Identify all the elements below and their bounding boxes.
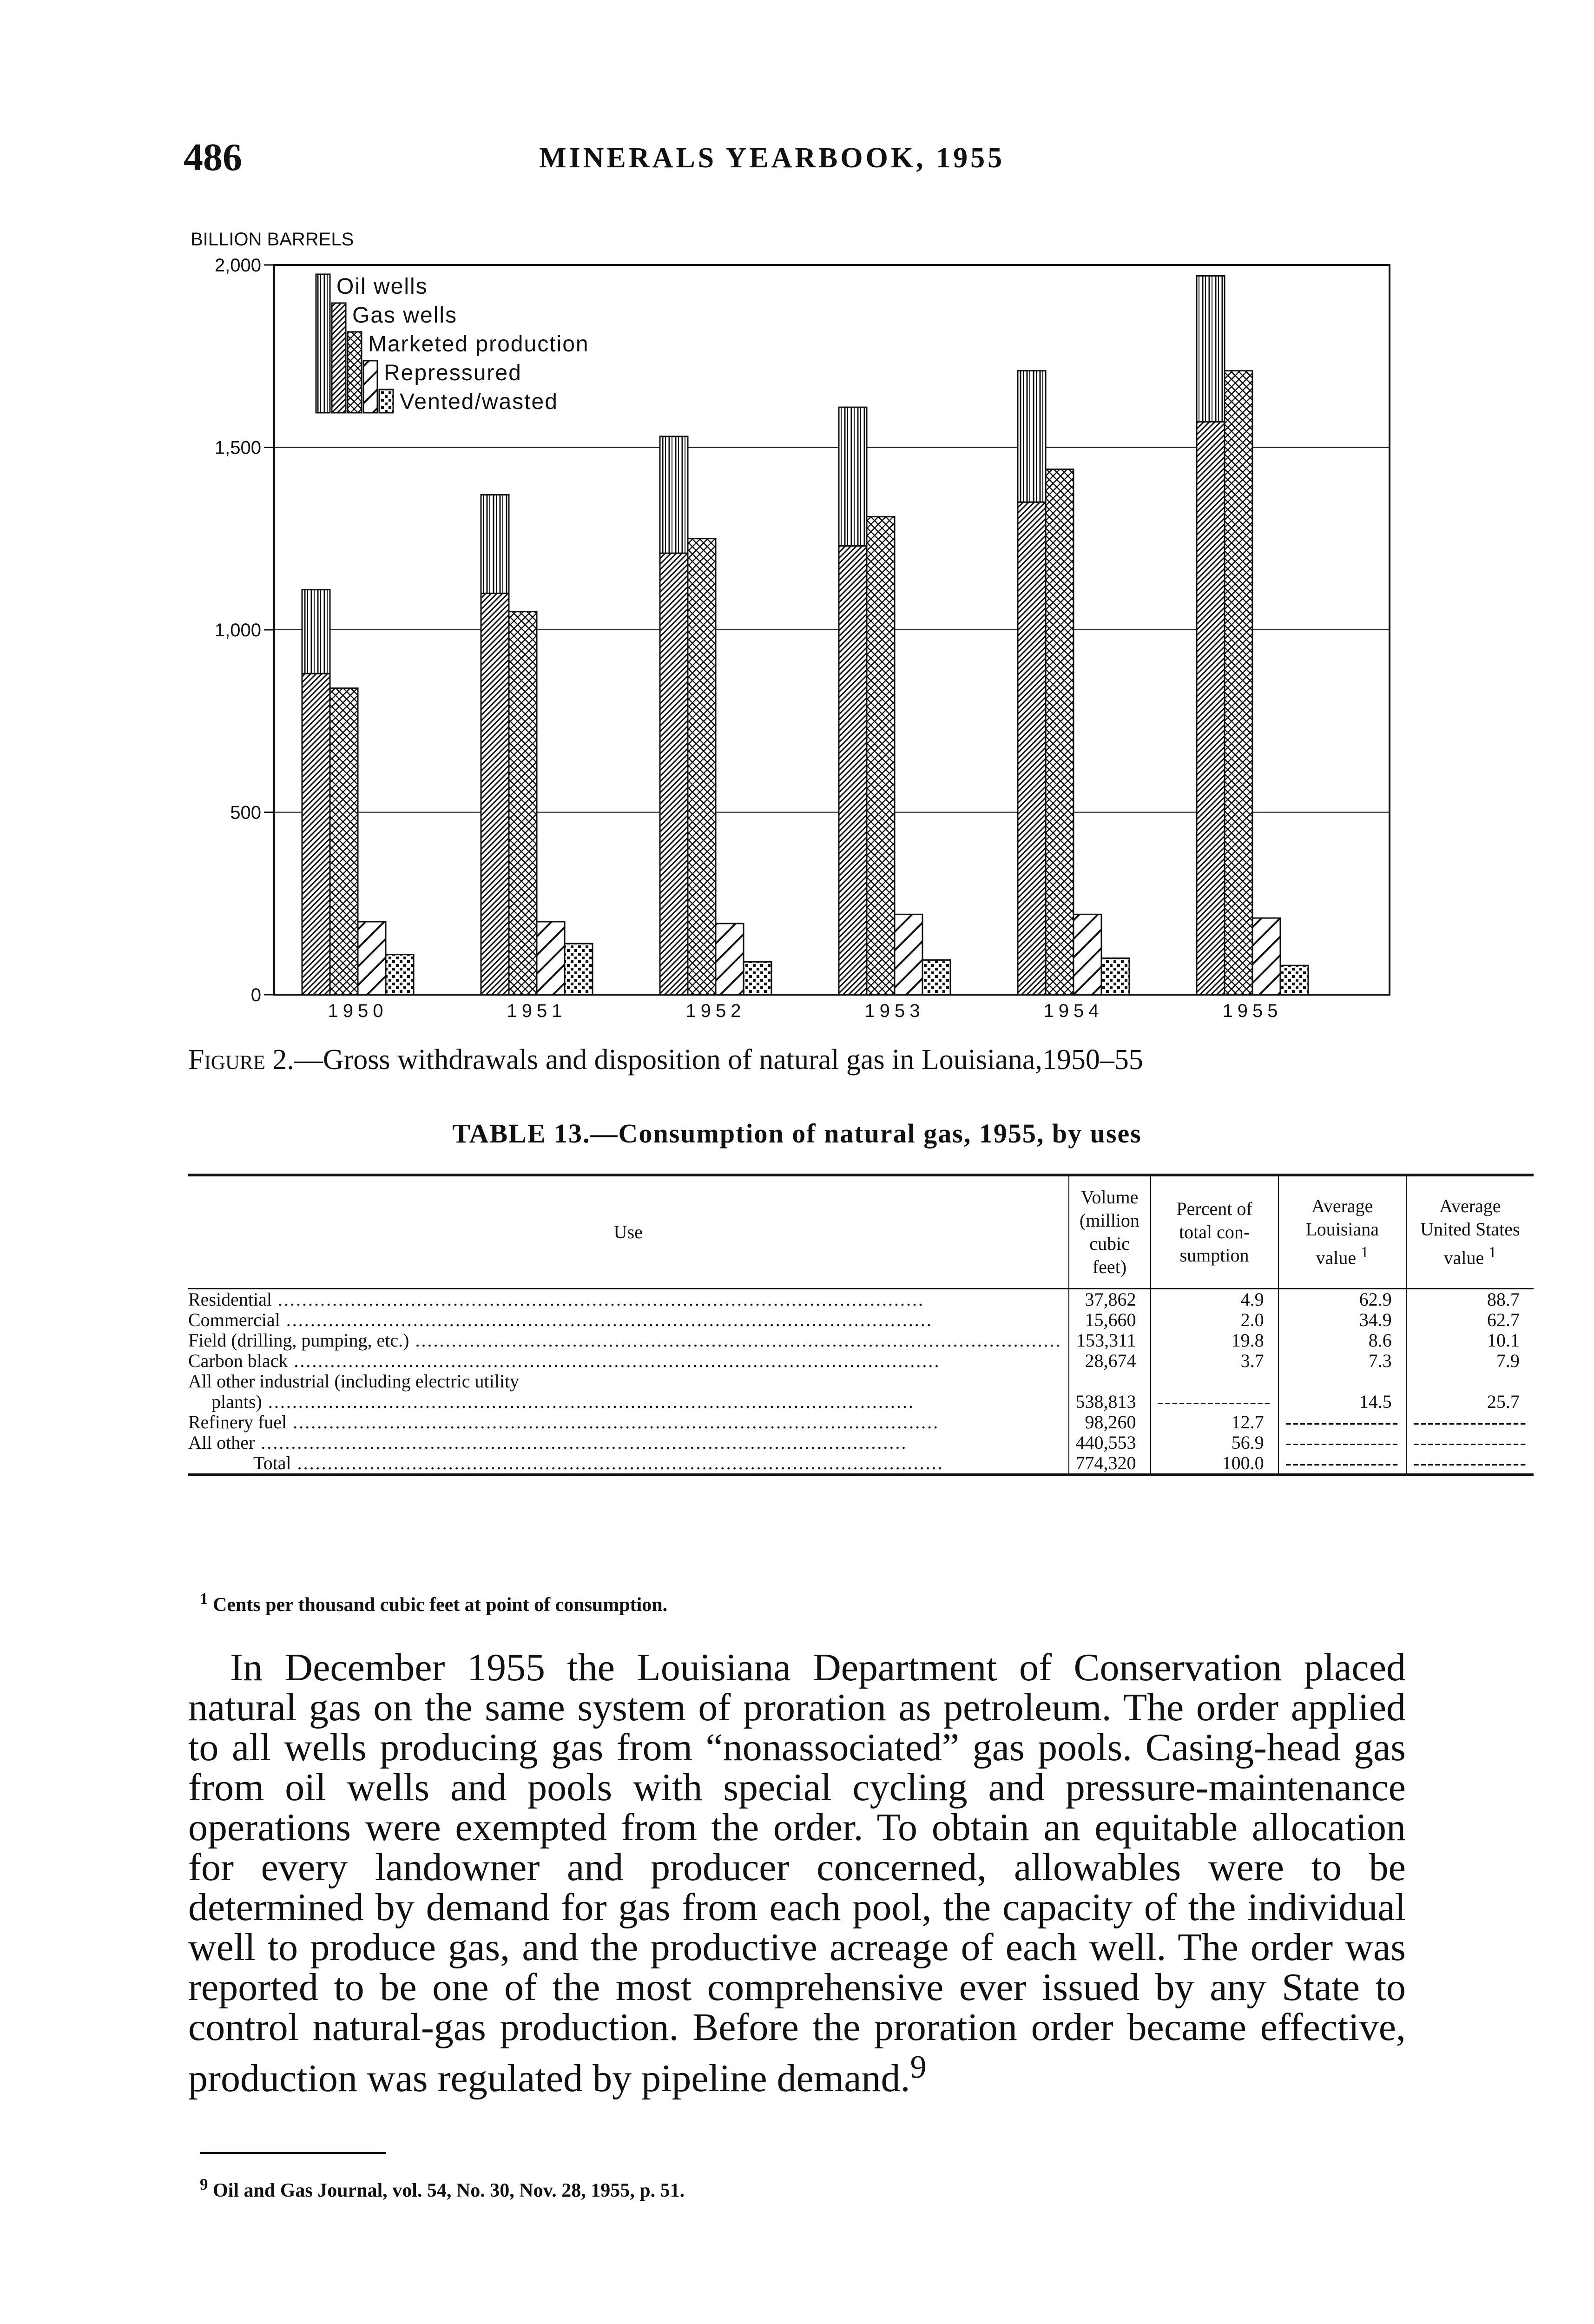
- y-tick-label: 2,000: [214, 255, 261, 276]
- legend-label: Oil wells: [336, 274, 428, 299]
- header-volume: Volume (million cubic feet): [1069, 1175, 1151, 1289]
- bar-repressured-1952: [716, 924, 744, 995]
- bar-marketed-production-1950: [330, 688, 358, 995]
- bar-oil-wells-1950: [302, 590, 330, 674]
- table-title: TABLE 13.—Consumption of natural gas, 1955, by uses: [452, 1118, 1142, 1149]
- bar-oil-wells-1955: [1197, 276, 1225, 422]
- figure-caption: [188, 1043, 1420, 1076]
- legend-swatch-vented-wasted: [379, 390, 393, 413]
- bar-marketed-production-1954: [1046, 469, 1074, 995]
- figure-label: Figure: [188, 1044, 265, 1076]
- consumption-table: [188, 1174, 1534, 1476]
- bar-oil-wells-1952: [660, 436, 688, 553]
- table-row: All other ..... 440,553 56.9 ---------------- ----------------: [188, 1433, 1534, 1453]
- y-tick-label: 1,000: [214, 620, 261, 640]
- bar-vented-wasted-1951: [565, 944, 593, 995]
- y-tick-label: 1,500: [214, 437, 261, 458]
- footnote-rule: [200, 2152, 386, 2154]
- body-paragraph: [188, 1648, 1406, 2099]
- bar-marketed-production-1952: [688, 539, 716, 995]
- bar-gas-wells-1955: [1197, 422, 1225, 995]
- page-footnote: $^9$ Oil and Gas Journal, vol. 54, No. 30, Nov. 28, 1955, p. 51.: [200, 2175, 685, 2201]
- bar-repressured-1955: [1252, 918, 1280, 995]
- table-row: Carbon black ..... 28,674 3.7 7.3 7.9: [188, 1351, 1534, 1371]
- table-total-row: Total ..... 774,320 100.0 ---------------- ----------------: [188, 1453, 1534, 1475]
- y-tick-label: 500: [230, 802, 261, 823]
- table-row: Field (drilling, pumping, etc.) ..... 153,311 19.8 8.6 10.1: [188, 1330, 1534, 1351]
- header-use: Use: [188, 1175, 1069, 1289]
- bar-repressured-1953: [895, 914, 922, 995]
- x-tick-label: 1955: [1222, 1001, 1283, 1021]
- bar-gas-wells-1952: [660, 553, 688, 995]
- header-percent: Percent of total con- sumption: [1151, 1175, 1278, 1289]
- table-footnote: $^1$ Cents per thousand cubic feet at point of consumption.: [200, 1590, 668, 1616]
- legend-label: Marketed production: [368, 332, 589, 357]
- legend-swatch-repressured: [363, 361, 377, 413]
- legend-swatch-oil-wells: [316, 274, 330, 413]
- bar-vented-wasted-1954: [1101, 958, 1129, 995]
- legend-swatch-marketed-production: [348, 332, 362, 413]
- header-louisiana-value: Average Louisiana value $^1$: [1278, 1175, 1406, 1289]
- x-tick-label: 1953: [864, 1001, 925, 1021]
- table-row: Refinery fuel ..... 98,260 12.7 ---------------- ----------------: [188, 1412, 1534, 1433]
- bar-oil-wells-1954: [1018, 371, 1046, 502]
- table-row: All other industrial (including electric utility: [188, 1371, 1534, 1392]
- x-tick-label: 1950: [328, 1001, 388, 1021]
- table-row: plants) ..... 538,813 ---------------- 14.5 25.7: [188, 1392, 1534, 1412]
- bar-vented-wasted-1950: [386, 955, 414, 995]
- page-number: 486: [184, 136, 242, 179]
- table-header-row: [188, 1175, 1534, 1289]
- bar-gas-wells-1951: [481, 594, 509, 995]
- legend-label: Gas wells: [352, 303, 458, 328]
- bar-marketed-production-1955: [1225, 371, 1252, 995]
- bar-vented-wasted-1955: [1280, 965, 1308, 995]
- bar-oil-wells-1951: [481, 495, 509, 594]
- x-tick-label: 1954: [1043, 1001, 1104, 1021]
- bar-repressured-1950: [358, 922, 386, 995]
- x-tick-label: 1952: [685, 1001, 746, 1021]
- y-tick-label: 0: [250, 985, 261, 1005]
- bar-oil-wells-1953: [839, 407, 867, 546]
- running-head: MINERALS YEARBOOK, 1955: [539, 142, 1005, 174]
- x-tick-label: 1951: [507, 1001, 567, 1021]
- bar-repressured-1954: [1074, 914, 1101, 995]
- legend-label: Vented/wasted: [400, 390, 558, 414]
- table-row: Residential ..... 37,862 4.9 62.9 88.7: [188, 1289, 1534, 1310]
- body-paragraph-text: In December 1955 the Louisiana Department of Conservation placed natural gas on the same system of proration as petroleum. The order applied to all wells producing gas from “nonassociated” gas pools. Casing-head gas from oil wells and pools with special cycling and pressure-maintenance operations were exempted from the order. To obtain an equitable allocation for every landowner and producer concerned, allowables were to be determined by demand for gas from each pool, the capacity of the individual well to produce gas, and the productive acreage of each well. The order was reported to be one of the most comprehensive ever issued by any State to control natural-gas production. Before the proration order became effective, production was regulated by pipeline demand.: [188, 1646, 1406, 2100]
- bar-gas-wells-1953: [839, 546, 867, 995]
- legend-label: Repressured: [384, 361, 522, 385]
- bar-vented-wasted-1952: [744, 962, 771, 995]
- bar-gas-wells-1950: [302, 673, 330, 995]
- bar-marketed-production-1953: [867, 517, 895, 995]
- footnote-reference: 9: [910, 2049, 927, 2085]
- bar-gas-wells-1954: [1018, 502, 1046, 995]
- bar-repressured-1951: [537, 922, 565, 995]
- bar-marketed-production-1951: [509, 612, 537, 995]
- legend-swatch-gas-wells: [332, 303, 346, 413]
- header-us-value: Average United States value $^1$: [1406, 1175, 1534, 1289]
- figure-caption-text: 2.—Gross withdrawals and disposition of natural gas in Louisiana,1950–55: [265, 1044, 1143, 1076]
- y-unit-label: BILLION BARRELS: [191, 229, 354, 250]
- table-row: Commercial ..... 15,660 2.0 34.9 62.7: [188, 1310, 1534, 1330]
- bar-vented-wasted-1953: [922, 960, 950, 995]
- natural-gas-bar-chart: [153, 223, 1408, 1041]
